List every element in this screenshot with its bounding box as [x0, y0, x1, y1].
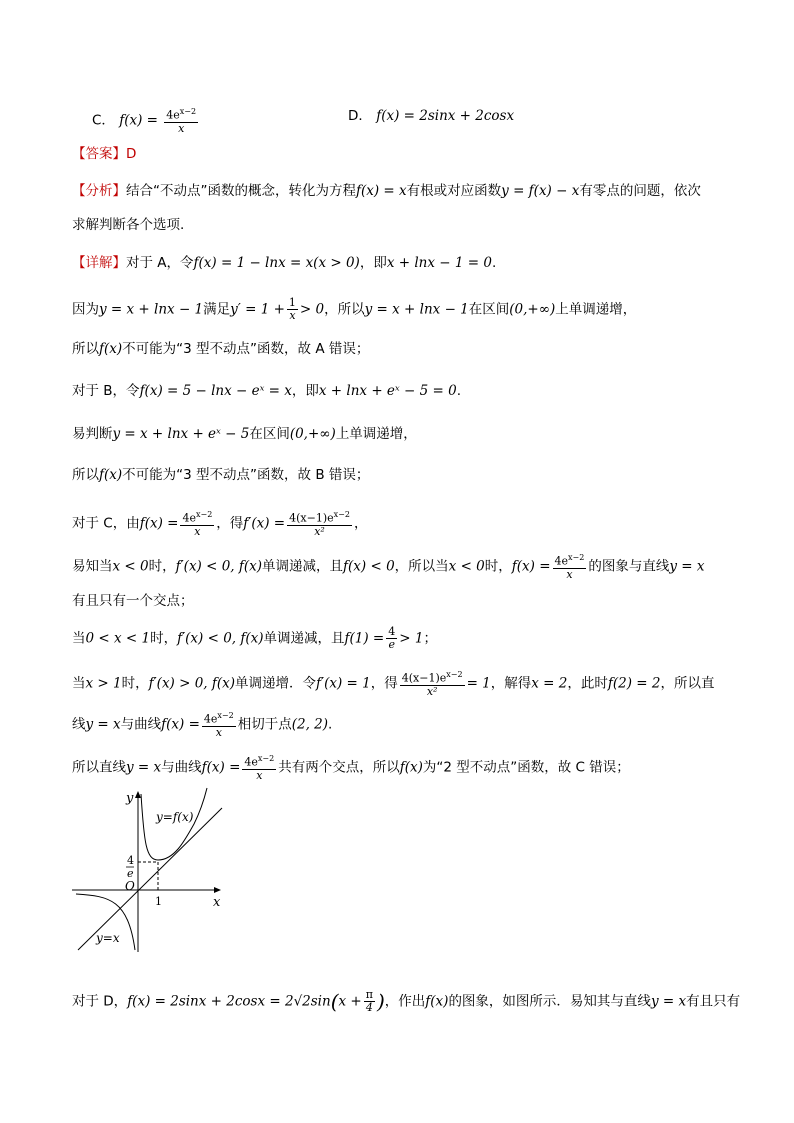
detail-c-line-4: 当0 < x < 1时，f′(x) < 0, f(x)单调递减，且f(1) = $\frac{4}{e}$ > 1；	[72, 625, 437, 651]
fraction-one-over-x: $\frac{1}{x}$	[288, 296, 296, 322]
detail-b-line-3: 所以f(x)不可能为“3 型不动点”函数，故 B 错误；	[72, 467, 370, 483]
detail-c-line-5: 当x > 1时，f′(x) > 0, f(x)单调递增．令f′(x) = 1，得 $\frac{4(x-1)e^{x-2}}{\text{x²}}$ = 1，解得x = 2，此时f(2) = 2，所以直	[72, 670, 715, 698]
analysis-line-2: 求解判断各个选项.	[72, 217, 185, 233]
fraction-four-over-e: $\frac{4}{e}$	[388, 625, 396, 651]
fraction-fx-2: $\frac{4e^{x-2}}{x}$	[554, 553, 585, 581]
fraction-pi-over-4: $\frac{\pi}{4}$	[365, 988, 373, 1014]
tick-y-numerator: 4	[127, 854, 134, 867]
fraction-fx: $\frac{4e^{x-2}}{x}$	[182, 510, 213, 538]
y-axis-label: y	[126, 791, 134, 806]
detail-c-line-2: 易知当x < 0时，f′(x) < 0, f(x)单调递减，且f(x) < 0，所以当x < 0时，f(x) = $\frac{4e^{x-2}}{x}$ 的图象与直线y = x	[72, 553, 705, 581]
fraction-fx-3: $\frac{4e^{x-2}}{x}$	[203, 711, 234, 739]
function-graph-figure	[70, 782, 230, 954]
origin-label: O	[125, 879, 135, 893]
fraction-fx-4: $\frac{4e^{x-2}}{x}$	[244, 754, 275, 782]
analysis-line-1: 【分析】结合“不动点”函数的概念，转化为方程f(x) = x有根或对应函数y = f(x) − x有零点的问题，依次	[72, 183, 701, 199]
fraction-fprime-2: $\frac{4(x-1)e^{x-2}}{\text{x²}}$	[401, 670, 463, 698]
tick-y-denominator: e	[127, 867, 134, 880]
option-d: D． f(x) = 2sinx + 2cosx	[348, 108, 515, 124]
curve-label: y=f(x)	[156, 810, 194, 824]
option-c-fraction: $\frac{4e^{x-2}}{x}$	[166, 107, 197, 135]
line-label: y=x	[96, 931, 120, 945]
option-c: C． f(x) = $\frac{4e^{x-2}}{x}$	[92, 107, 197, 135]
line-y-equals-x	[78, 808, 222, 950]
detail-c-line-3: 有且只有一个交点；	[72, 593, 194, 609]
detail-c-line-1: 对于 C，由f(x) = $\frac{4e^{x-2}}{x}$ ，得f′(x) = $\frac{4(x-1)e^{x-2}}{\text{x²}}$ ，	[72, 510, 368, 538]
x-axis-label: x	[213, 895, 221, 910]
detail-c-line-7: 所以直线y = x与曲线f(x) = $\frac{4e^{x-2}}{x}$ 共有两个交点，所以f(x)为“2 型不动点”函数，故 C 错误；	[72, 754, 630, 782]
tick-x-1: 1	[155, 895, 162, 908]
fraction-fprime: $\frac{4(x-1)e^{x-2}}{\text{x²}}$	[289, 510, 350, 538]
answer-line: 【答案】D	[72, 146, 137, 162]
curve-positive-branch	[141, 788, 207, 860]
detail-b-line-2: 易判断y = x + lnx + eˣ − 5在区间(0,+∞)上单调递增，	[72, 426, 417, 442]
detail-d-line-1: 对于 D，f(x) = 2sinx + 2cosx = 2√2sin(x + $\frac{\pi}{4}$ )，作出f(x)的图象，如图所示．易知其与直线y = x有且只有	[72, 988, 741, 1014]
detail-a-line-3: 所以f(x)不可能为“3 型不动点”函数，故 A 错误；	[72, 341, 370, 357]
detail-c-line-6: 线y = x与曲线f(x) = $\frac{4e^{x-2}}{x}$ 相切于点(2, 2).	[72, 711, 333, 739]
detail-a-line-2: 因为y = x + lnx − 1满足y′ = 1 + $\frac{1}{x}$ > 0，所以y = x + lnx − 1在区间(0,+∞)上单调递增，	[72, 296, 637, 322]
detail-b-line-1: 对于 B，令f(x) = 5 − lnx − eˣ = x，即x + lnx + eˣ − 5 = 0.	[72, 383, 461, 399]
detail-a-line-1: 【详解】对于 A，令f(x) = 1 − lnx = x(x > 0)，即x + lnx − 1 = 0.	[72, 255, 497, 271]
